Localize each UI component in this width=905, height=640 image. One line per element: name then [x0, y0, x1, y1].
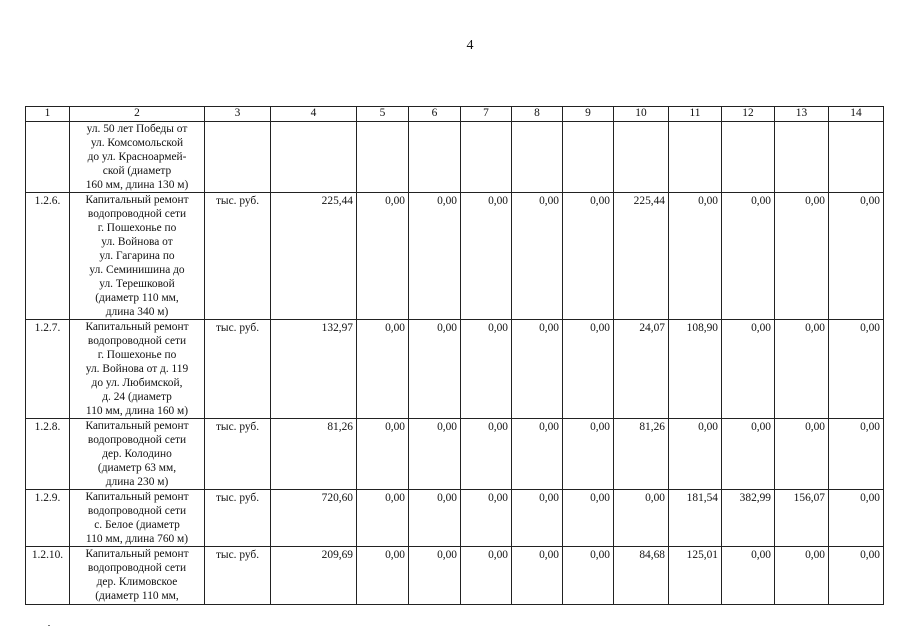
value-cell: 0,00	[357, 320, 409, 419]
value-cell: 0,00	[563, 320, 614, 419]
value-cell: 0,00	[669, 193, 722, 320]
description-line: ул. 50 лет Победы от	[86, 123, 188, 135]
value-cell: 132,97	[271, 320, 357, 419]
row-unit: тыс. руб.	[205, 547, 271, 605]
value-cell: 81,26	[614, 419, 669, 490]
value-cell: 0,00	[409, 547, 461, 605]
value-cell: 0,00	[512, 193, 563, 320]
row-unit	[205, 122, 271, 193]
description-line: водопроводной сети	[87, 434, 187, 446]
description-line: (диаметр 110 мм,	[95, 292, 179, 304]
value-cell: 0,00	[409, 193, 461, 320]
header-cell: 5	[357, 107, 409, 122]
value-cell: 0,00	[722, 547, 775, 605]
value-cell	[669, 122, 722, 193]
value-cell: 156,07	[775, 490, 829, 547]
description-line: Капитальный ремонт	[85, 194, 189, 206]
header-cell: 4	[271, 107, 357, 122]
value-cell: 0,00	[775, 320, 829, 419]
description-line: длина 230 м)	[105, 476, 169, 488]
value-cell: 24,07	[614, 320, 669, 419]
value-cell	[563, 122, 614, 193]
description-line: до ул. Любимской,	[91, 377, 183, 389]
description-line: Капитальный ремонт	[85, 491, 189, 503]
description-line: до ул. Красноармей-	[87, 151, 187, 163]
value-cell: 0,00	[829, 320, 884, 419]
row-unit: тыс. руб.	[205, 193, 271, 320]
value-cell	[722, 122, 775, 193]
description-line: (диаметр 63 мм,	[97, 462, 177, 474]
description-line: Капитальный ремонт	[85, 548, 189, 560]
table-row	[26, 122, 884, 193]
description-line: ул. Терешковой	[99, 278, 175, 290]
value-cell: 209,69	[271, 547, 357, 605]
description-line: ской (диаметр	[102, 165, 172, 177]
value-cell: 108,90	[669, 320, 722, 419]
value-cell: 720,60	[271, 490, 357, 547]
table-row	[26, 419, 884, 490]
description-line: дер. Климовское	[96, 576, 178, 588]
value-cell: 0,00	[829, 419, 884, 490]
value-cell: 0,00	[357, 419, 409, 490]
value-cell: 0,00	[775, 547, 829, 605]
description-line: г. Пошехонье по	[97, 349, 177, 361]
description-line: 160 мм, длина 130 м)	[85, 179, 189, 191]
value-cell: 181,54	[669, 490, 722, 547]
value-cell	[271, 122, 357, 193]
value-cell: 0,00	[409, 320, 461, 419]
header-cell: 1	[26, 107, 70, 122]
value-cell: 0,00	[722, 320, 775, 419]
header-cell: 9	[563, 107, 614, 122]
value-cell: 0,00	[461, 320, 512, 419]
header-cell: 6	[409, 107, 461, 122]
row-code: 1.2.8.	[26, 419, 70, 490]
value-cell: 0,00	[357, 547, 409, 605]
value-cell: 0,00	[669, 419, 722, 490]
value-cell: 0,00	[409, 490, 461, 547]
value-cell: 0,00	[461, 193, 512, 320]
value-cell: 0,00	[775, 419, 829, 490]
description-line: дер. Колодино	[102, 448, 172, 460]
row-description	[70, 419, 205, 490]
value-cell: 0,00	[563, 419, 614, 490]
row-code: 1.2.6.	[26, 193, 70, 320]
description-line: Капитальный ремонт	[85, 420, 189, 432]
table-row	[26, 320, 884, 419]
table-row	[26, 193, 884, 320]
description-line: ул. Войнова от	[101, 236, 173, 248]
value-cell: 0,00	[409, 419, 461, 490]
header-cell: 7	[461, 107, 512, 122]
value-cell: 0,00	[461, 419, 512, 490]
row-unit: тыс. руб.	[205, 490, 271, 547]
table-row	[26, 490, 884, 547]
row-code: 1.2.7.	[26, 320, 70, 419]
value-cell: 0,00	[563, 490, 614, 547]
description-line: г. Пошехонье по	[97, 222, 177, 234]
description-line: 110 мм, длина 160 м)	[85, 405, 189, 417]
value-cell: 0,00	[829, 547, 884, 605]
value-cell: 382,99	[722, 490, 775, 547]
header-cell: 2	[70, 107, 205, 122]
value-cell	[357, 122, 409, 193]
header-cell: 3	[205, 107, 271, 122]
value-cell: 125,01	[669, 547, 722, 605]
description-line: водопроводной сети	[87, 335, 187, 347]
description-line: 110 мм, длина 760 м)	[85, 533, 189, 545]
value-cell: 0,00	[512, 320, 563, 419]
value-cell	[461, 122, 512, 193]
page-number: 4	[466, 38, 474, 53]
value-cell	[614, 122, 669, 193]
value-cell: 0,00	[512, 419, 563, 490]
table-row	[26, 547, 884, 605]
header-cell: 10	[614, 107, 669, 122]
description-line: (диаметр 110 мм,	[95, 590, 179, 602]
value-cell: 0,00	[461, 490, 512, 547]
value-cell	[829, 122, 884, 193]
value-cell: 0,00	[722, 419, 775, 490]
value-cell: 84,68	[614, 547, 669, 605]
row-unit: тыс. руб.	[205, 320, 271, 419]
description-line: ул. Войнова от д. 119	[85, 363, 189, 375]
header-cell: 11	[669, 107, 722, 122]
row-code: 1.2.10.	[26, 547, 70, 605]
description-line: ул. Гагарина по	[99, 250, 175, 262]
value-cell	[775, 122, 829, 193]
value-cell: 0,00	[461, 547, 512, 605]
row-description	[70, 490, 205, 547]
header-cell: 8	[512, 107, 563, 122]
value-cell	[409, 122, 461, 193]
description-line: с. Белое (диаметр	[94, 519, 180, 531]
value-cell: 225,44	[271, 193, 357, 320]
description-line: Капитальный ремонт	[85, 321, 189, 333]
value-cell: 81,26	[271, 419, 357, 490]
header-row	[26, 107, 884, 122]
row-description	[70, 193, 205, 320]
row-unit: тыс. руб.	[205, 419, 271, 490]
description-line: водопроводной сети	[87, 505, 187, 517]
value-cell: 0,00	[563, 547, 614, 605]
row-description	[70, 122, 205, 193]
description-line: д. 24 (диаметр	[102, 391, 172, 403]
value-cell: 0,00	[563, 193, 614, 320]
header-cell: 14	[829, 107, 884, 122]
value-cell: 0,00	[614, 490, 669, 547]
row-code	[26, 122, 70, 193]
value-cell: 0,00	[829, 490, 884, 547]
value-cell: 0,00	[512, 490, 563, 547]
description-line: водопроводной сети	[87, 562, 187, 574]
value-cell: 0,00	[512, 547, 563, 605]
value-cell: 0,00	[722, 193, 775, 320]
value-cell: 0,00	[775, 193, 829, 320]
scan-speck	[48, 625, 50, 626]
description-line: длина 340 м)	[105, 306, 169, 318]
row-description	[70, 320, 205, 419]
row-description	[70, 547, 205, 605]
description-line: ул. Комсомольской	[90, 137, 184, 149]
description-line: ул. Семинишина до	[89, 264, 185, 276]
value-cell: 225,44	[614, 193, 669, 320]
header-cell: 13	[775, 107, 829, 122]
value-cell: 0,00	[357, 490, 409, 547]
row-code: 1.2.9.	[26, 490, 70, 547]
value-cell: 0,00	[357, 193, 409, 320]
header-cell: 12	[722, 107, 775, 122]
value-cell	[512, 122, 563, 193]
budget-table	[25, 106, 884, 605]
description-line: водопроводной сети	[87, 208, 187, 220]
value-cell: 0,00	[829, 193, 884, 320]
